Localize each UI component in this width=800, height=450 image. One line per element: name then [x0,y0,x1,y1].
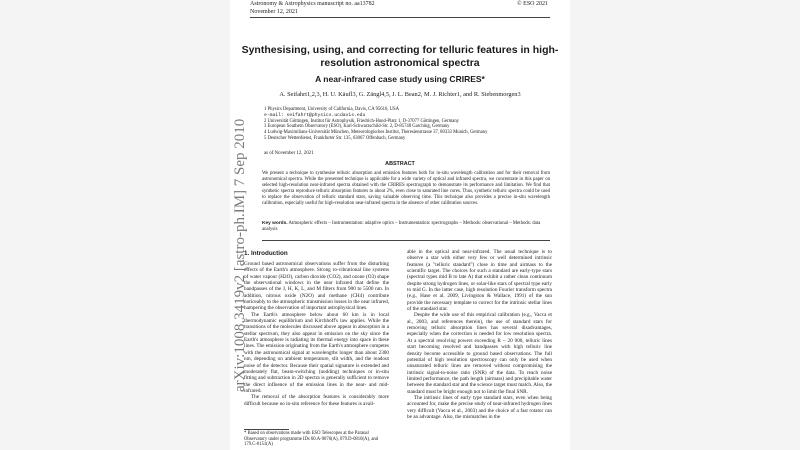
paragraph: Despite the wide use of this empirical calibration (e.g., Vacca et al., 2003, and references therein), the use of standard stars for removing telluric absorption lines has several disadvantages, especially when the correction is needed for low resolution spectra. At a spectral resolving powers exceeding R ~ 20 000, telluric lines start becoming resolved and bandpasses with high telluric line density become accessible to ground based observations. The full potential of high resolution spectroscopy can only be used when unsaturated telluric lines are removed without compromising the intrinsic signal-to-noise ratio (SNR) of the data. To reach noise limited performance, the path length (airmass) and precipitable water between the standard star and the science target must match. Also, the standard must be bright enough not to limit the final SNR. [407,312,552,395]
email: e-mail: seifahrt@physics.ucdavis.edu [264,112,366,118]
affiliation-list [264,107,544,142]
arxiv-stamp [202,92,262,392]
viewer-background-right [570,0,800,450]
footnote-rule [244,429,289,430]
left-column [244,261,389,407]
paragraph: The intrinsic lines of early type standard stars, even when being accounted for, make the precise study of near-infrared hydrogen lines very difficult (Vacca et al., 2003) and the choice of a fast rotator can be an advantage. Also, the mismatches in the [407,394,552,420]
abstract-rule [262,240,550,241]
received-date: as of November 12, 2021 [264,151,314,156]
header-date: November 12, 2021 [250,9,298,15]
right-column [407,249,552,420]
paragraph: Ground based astronomical observations suffer from the disturbing effects of the Earth's atmosphere. Strong ro-vibrational line systems of water vapour (H2O), carbon dioxide (CO2), and ozone (O3) shape the observational windows in the near infrared that define the bandpasses of the J, H, K, L, and M filters from 900 to 5500 nm. In addition, nitrous oxide (N2O) and methane (CH4) contribute noticeably to the atmospheric transmission losses in the near infrared, hampering the observation of important astrophysical lines. [244,261,389,312]
affiliation: 2 Universität Göttingen, Institut für Astrophysik, Friedrich-Hund-Platz 1, D-37077 Göttingen, Germany [264,118,460,124]
section-heading: 1. Introduction [244,250,288,257]
paper-subtitle: A near-infrared case study using CRIRES* [315,74,485,84]
affiliation: 4 Ludwig-Maximilians-Universität München, Meteorologisches Institut, Theresienstrasse 37, 80333 Munich, Germany [264,130,488,136]
paragraph: The removal of the absorption features is considerably more difficult because no in-situ reference for these features is avail- [244,394,389,407]
keywords [262,221,550,233]
paragraph: The Earth's atmosphere below about 60 km is in local thermodynamic equilibrium and Kirchhoff's law applies. While the transitions of the molecules discussed above appear in absorption in a stellar spectrum, they also appear in emission on the sky since the Earth's atmosphere is radiating its thermal energy into space in these lines. The emission originating from the Earth's atmosphere competes with the astronomical signal at wavelengths longer than about 2300 nm, depending on ambient temperature, slit width, and the readout noise of the detector. Because their spatial signature is extended and moderately flat, beam-switching (nodding) techniques or in-situ fitting and subtraction in 2D spectra is generally sufficient to remove the direct influence of the emission lines in the near- and mid-infrared. [244,311,389,394]
affiliation: 5 Deutscher Wetterdienst, Frankfurter Str. 135, 63067 Offenbach, Germany [264,135,406,141]
arxiv-identifier: arXiv:1008.3419v2 [astro-ph.IM] 7 Sep 2010 [232,118,248,392]
footnote: * Based on observations made with ESO Telescopes at the Paranal Observatory under programme IDs 60.A-9076(A), 079.D-0810(A), and 179.C-0151(A) [244,431,379,448]
paragraph: able in the optical and near-infrared. The usual technique is to observe a star with either very few or well determined intrinsic features (a "telluric standard") close in time and airmass to the scientific target. The choices for such a standard are early-type stars (spectral types mid B to late A) that exhibit a rather clean continuum despite strong hydrogen lines, or solar-like stars of spectral type early to mid G. In the latter case, high resolution Fourier transform spectra (e.g., Hase et al. 2009, Livingston & Wallace, 1991) of the sun provide the necessary template to correct for the intrinsic stellar lines of the standard star. [407,249,552,313]
header-rule [250,17,550,18]
affiliation: 1 Physics Department, University of California, Davis, CA 95616, USA [264,107,400,112]
paper-page [230,0,570,450]
paper-title: Synthesising, using, and correcting for telluric features in high-resolution astronomical spectra [241,44,559,69]
abstract-text: We present a technique to synthesise telluric absorption and emission features both for in-situ wavelength calibration and for their removal from astronomical spectra. While the presented technique is applicable for a wide variety of optical and infrared spectra, we concentrate in this paper on selected high-resolution near-infrared spectra obtained with the CRIRES spectrograph to demonstrate its performance and limitation. We find that synthetic spectra reproduce telluric absorption features to about 2%, even close to saturated line cores. Thus, synthetic telluric spectra could be used to replace the observation of telluric standard stars, saving valuable observing time. This technique also provides a precise in-situ wavelength calibration, especially useful for high-resolution near-infrared spectra in the absence of other calibration sources. [262,171,550,206]
affiliation: 3 European Southern Observatory (ESO), Karl-Schwarzschild-Str. 2, D-85748 Garching, Germany [264,124,450,130]
author-list: A. Seifahrt1,2,3, H. U. Käufl3, G. Zängl4,5, J. L. Bean2, M. J. Richter1, and R. Siebenmorgen3 [279,91,521,98]
copyright: © ESO 2021 [517,1,548,7]
keywords-text: Atmospheric effects – Instrumentation: adaptive optics – Instrumentation: spectrographs – Methods: observational – Methods: data analysis [262,221,541,232]
keywords-label: Key words. [262,221,288,226]
journal-header: Astronomy & Astrophysics manuscript no. aa13782 [250,1,375,7]
viewer-background-left [0,0,230,450]
abstract-heading: ABSTRACT [385,161,415,167]
